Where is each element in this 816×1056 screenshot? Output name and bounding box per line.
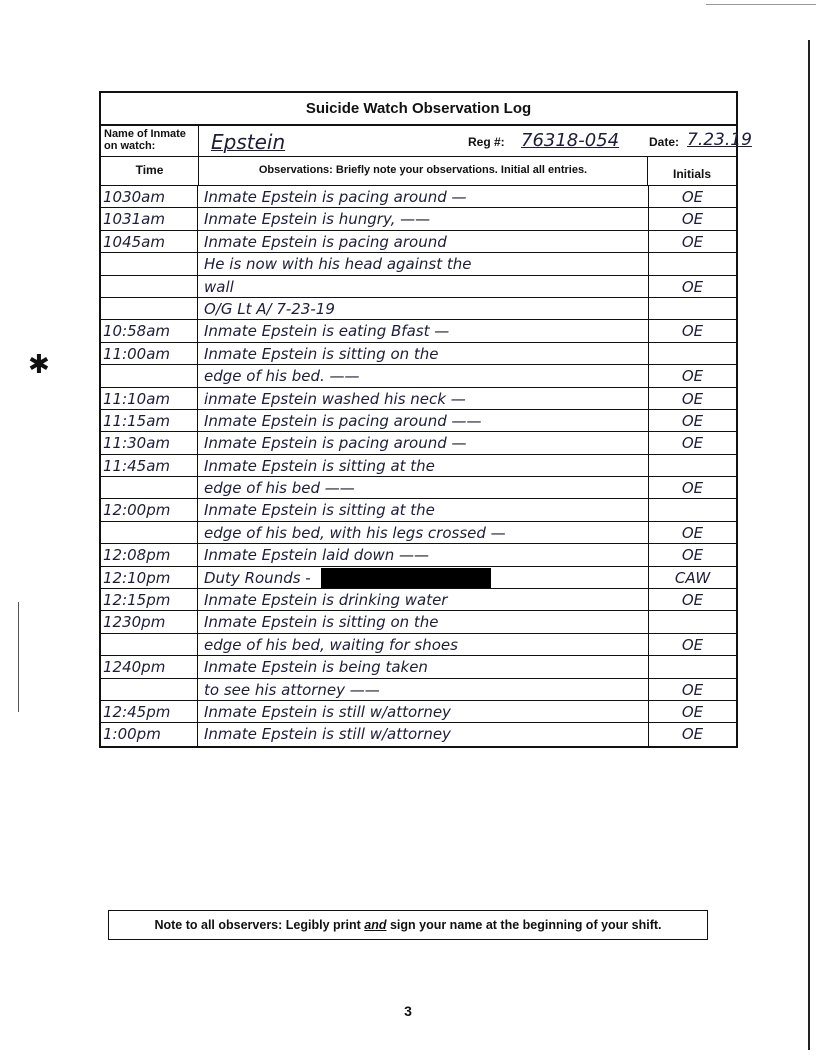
entry-time: 11:45am bbox=[101, 455, 198, 476]
entry-initials: OE bbox=[648, 544, 736, 565]
inmate-name-value: Epstein bbox=[211, 130, 286, 154]
log-entry-row bbox=[101, 701, 736, 723]
entry-initials: OE bbox=[648, 365, 736, 386]
entry-observation bbox=[198, 701, 650, 722]
entry-time bbox=[101, 365, 198, 386]
entry-time: 1240pm bbox=[101, 656, 198, 677]
entry-observation-text: Inmate Epstein is still w/attorney bbox=[204, 702, 451, 721]
entry-time: 12:10pm bbox=[101, 567, 198, 588]
entry-observation bbox=[198, 343, 650, 364]
entry-time: 12:15pm bbox=[101, 589, 198, 610]
date-label: Date: bbox=[649, 135, 680, 149]
entry-time: 11:30am bbox=[101, 432, 198, 453]
entry-observation-text: Inmate Epstein laid down —— bbox=[204, 546, 430, 565]
entry-time: 11:10am bbox=[101, 388, 198, 409]
log-entry-row bbox=[101, 298, 736, 320]
log-entry-row bbox=[101, 208, 736, 230]
note-prefix: Note to all observers: Legibly print bbox=[154, 918, 365, 932]
log-entry-row bbox=[101, 499, 736, 521]
entry-observation bbox=[198, 522, 650, 543]
entry-initials: OE bbox=[648, 589, 736, 610]
margin-asterisk: ✱ bbox=[28, 350, 50, 380]
entry-observation-text: O/G Lt A/ 7-23-19 bbox=[204, 299, 335, 318]
entry-observation bbox=[198, 679, 650, 700]
entry-time bbox=[101, 679, 198, 700]
scan-edge-top bbox=[706, 4, 816, 5]
entry-time: 12:00pm bbox=[101, 499, 198, 520]
entry-observation bbox=[198, 208, 650, 229]
entry-observation-text: edge of his bed, with his legs crossed — bbox=[204, 523, 506, 542]
entry-initials bbox=[648, 455, 736, 476]
entry-initials: OE bbox=[648, 634, 736, 655]
entry-initials: OE bbox=[648, 410, 736, 431]
entry-time bbox=[101, 634, 198, 655]
entry-observation bbox=[198, 611, 650, 632]
observation-log-form bbox=[99, 91, 752, 748]
entry-observation-text: Inmate Epstein is drinking water bbox=[204, 591, 448, 610]
entry-observation bbox=[198, 320, 650, 341]
entry-time: 1031am bbox=[101, 208, 198, 229]
entry-initials: OE bbox=[648, 208, 736, 229]
note-suffix: sign your name at the beginning of your shift. bbox=[386, 918, 662, 932]
entry-initials: CAW bbox=[648, 567, 736, 588]
entry-initials: OE bbox=[648, 701, 736, 722]
log-entry-row bbox=[101, 477, 736, 499]
log-entry-row bbox=[101, 589, 736, 611]
entry-observation-text: Inmate Epstein is pacing around — bbox=[204, 188, 467, 206]
entry-observation bbox=[198, 455, 650, 476]
log-entry-row bbox=[101, 231, 736, 253]
date-value: 7.23.19 bbox=[687, 130, 752, 150]
entry-observation-text: Inmate Epstein is still w/attorney bbox=[204, 725, 451, 744]
log-entry-row bbox=[101, 320, 736, 342]
entry-initials: OE bbox=[648, 231, 736, 252]
entry-initials bbox=[648, 253, 736, 274]
entry-observation bbox=[198, 634, 650, 655]
entry-observation bbox=[198, 410, 650, 431]
log-entry-row bbox=[101, 343, 736, 365]
log-entry-row bbox=[101, 611, 736, 633]
entry-initials: OE bbox=[648, 679, 736, 700]
entry-initials bbox=[648, 343, 736, 364]
entry-time bbox=[101, 522, 198, 543]
reg-number-value: 76318-054 bbox=[521, 130, 620, 151]
column-header-observations: Observations: Briefly note your observations. Initial all entries. bbox=[258, 164, 588, 176]
entry-observation bbox=[198, 589, 650, 610]
entry-observation-text: Inmate Epstein is sitting on the bbox=[204, 344, 439, 363]
log-entry-row bbox=[101, 656, 736, 678]
entry-time: 11:00am bbox=[101, 343, 198, 364]
log-entry-row bbox=[101, 455, 736, 477]
inmate-info-row bbox=[101, 126, 752, 157]
entry-initials: OE bbox=[648, 186, 736, 207]
reg-label: Reg #: bbox=[468, 135, 505, 149]
entry-observation-text: Inmate Epstein is eating Bfast — bbox=[204, 322, 450, 341]
log-entry-row bbox=[101, 253, 736, 275]
observer-note bbox=[108, 910, 708, 940]
log-entry-row bbox=[101, 432, 736, 454]
note-emphasis: and bbox=[364, 918, 387, 932]
entry-observation-text: edge of his bed —— bbox=[204, 479, 355, 498]
entry-observation-text: inmate Epstein washed his neck — bbox=[204, 389, 466, 408]
column-header-initials: Initials bbox=[647, 157, 736, 185]
entry-observation-text: Inmate Epstein is sitting on the bbox=[204, 613, 439, 632]
entry-initials: OE bbox=[648, 477, 736, 498]
entry-initials bbox=[648, 499, 736, 520]
name-label: Name of Inmate on watch: bbox=[104, 128, 186, 152]
entry-time: 1030am bbox=[101, 186, 198, 207]
log-entry-row bbox=[101, 410, 736, 432]
entry-time: 1045am bbox=[101, 231, 198, 252]
entry-observation-text: Inmate Epstein is pacing around —— bbox=[204, 411, 482, 430]
entry-initials bbox=[648, 611, 736, 632]
entry-observation-text: Inmate Epstein is sitting at the bbox=[204, 501, 435, 520]
entry-initials: OE bbox=[648, 388, 736, 409]
entry-observation bbox=[198, 567, 650, 588]
log-entry-row bbox=[101, 544, 736, 566]
scan-mark-left bbox=[18, 602, 19, 712]
entry-time: 12:45pm bbox=[101, 701, 198, 722]
entry-observation-text: Duty Rounds - bbox=[204, 568, 311, 587]
log-entry-row bbox=[101, 679, 736, 701]
entry-observation-text: edge of his bed, waiting for shoes bbox=[204, 635, 458, 654]
entry-observation-text: edge of his bed. —— bbox=[204, 367, 360, 386]
entry-time bbox=[101, 298, 198, 319]
form-title: Suicide Watch Observation Log bbox=[101, 93, 736, 126]
entry-time bbox=[101, 477, 198, 498]
entry-observation bbox=[198, 253, 650, 274]
entry-observation bbox=[198, 298, 650, 319]
entry-initials: OE bbox=[648, 522, 736, 543]
entry-initials: OE bbox=[648, 276, 736, 297]
log-entry-row bbox=[101, 634, 736, 656]
column-header-row bbox=[101, 157, 736, 186]
entry-observation-text: Inmate Epstein is sitting at the bbox=[204, 456, 435, 475]
redaction-block bbox=[321, 568, 491, 588]
entry-time: 1230pm bbox=[101, 611, 198, 632]
entry-observation bbox=[198, 656, 650, 677]
entry-observation-text: Inmate Epstein is hungry, —— bbox=[204, 210, 431, 229]
entry-observation-text: Inmate Epstein is pacing around bbox=[204, 232, 447, 251]
entry-observation bbox=[198, 186, 650, 207]
entry-observation-text: to see his attorney —— bbox=[204, 680, 380, 699]
log-entry-row bbox=[101, 388, 736, 410]
entry-time bbox=[101, 276, 198, 297]
entry-initials: OE bbox=[648, 723, 736, 745]
entry-observation bbox=[198, 477, 650, 498]
entry-observation-text: wall bbox=[204, 277, 234, 296]
entry-observation bbox=[198, 388, 650, 409]
entry-observation-text: Inmate Epstein is being taken bbox=[204, 658, 428, 677]
log-entry-row bbox=[101, 522, 736, 544]
entry-initials bbox=[648, 656, 736, 677]
entry-observation-text: He is now with his head against the bbox=[204, 255, 472, 274]
entry-observation bbox=[198, 499, 650, 520]
log-entries bbox=[101, 186, 736, 746]
entry-observation bbox=[198, 544, 650, 565]
log-entry-row bbox=[101, 276, 736, 298]
entry-observation bbox=[198, 365, 650, 386]
entry-initials bbox=[648, 298, 736, 319]
column-header-time: Time bbox=[101, 157, 199, 185]
scan-edge-right bbox=[808, 40, 810, 1050]
log-entry-row bbox=[101, 723, 736, 745]
page-number: 3 bbox=[404, 1003, 412, 1019]
entry-initials: OE bbox=[648, 320, 736, 341]
entry-observation bbox=[198, 723, 650, 745]
entry-initials: OE bbox=[648, 432, 736, 453]
entry-time bbox=[101, 253, 198, 274]
entry-observation-text: Inmate Epstein is pacing around — bbox=[204, 434, 467, 453]
entry-time: 12:08pm bbox=[101, 544, 198, 565]
log-entry-row bbox=[101, 186, 736, 208]
entry-time: 1:00pm bbox=[101, 723, 198, 745]
entry-observation bbox=[198, 231, 650, 252]
log-entry-row bbox=[101, 365, 736, 387]
entry-time: 11:15am bbox=[101, 410, 198, 431]
entry-observation bbox=[198, 276, 650, 297]
log-entry-row bbox=[101, 567, 736, 589]
entry-observation bbox=[198, 432, 650, 453]
entry-time: 10:58am bbox=[101, 320, 198, 341]
